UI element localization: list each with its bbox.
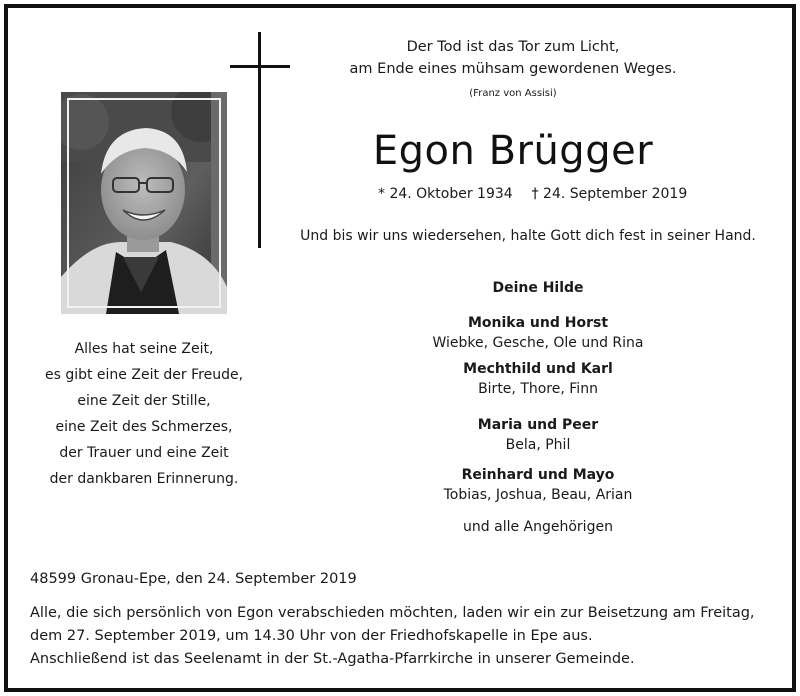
family-group-children: Tobias, Joshua, Beau, Arian bbox=[443, 487, 633, 503]
quote-block bbox=[298, 36, 728, 99]
notice-line: dem 27. September 2019, um 14.30 Uhr von der Friedhofskapelle in Epe aus. bbox=[30, 628, 593, 644]
portrait-photo bbox=[61, 92, 227, 314]
family-group bbox=[388, 465, 688, 505]
poem-line: eine Zeit des Schmerzes, bbox=[55, 419, 233, 435]
portrait-image bbox=[61, 92, 227, 314]
family-group bbox=[388, 415, 688, 455]
poem-line: eine Zeit der Stille, bbox=[77, 393, 211, 409]
birth-date: * 24. Oktober 1934 bbox=[378, 186, 513, 202]
poem-line: der Trauer und eine Zeit bbox=[59, 445, 229, 461]
family-group-head: Monika und Horst bbox=[467, 315, 609, 331]
family-block bbox=[388, 278, 688, 537]
family-group-head: Mechthild und Karl bbox=[463, 361, 613, 377]
spouse-name: Deine Hilde bbox=[492, 280, 584, 296]
poem-line: der dankbaren Erinnerung. bbox=[49, 471, 239, 487]
place-date: 48599 Gronau-Epe, den 24. September 2019 bbox=[30, 571, 357, 587]
family-group-children: Bela, Phil bbox=[505, 437, 571, 453]
quote-line: am Ende eines mühsam gewordenen Weges. bbox=[349, 61, 677, 77]
poem-line: Alles hat seine Zeit, bbox=[74, 341, 214, 357]
family-group-children: Birte, Thore, Finn bbox=[478, 381, 598, 397]
family-group bbox=[388, 313, 688, 353]
family-group-head: Maria und Peer bbox=[477, 417, 599, 433]
family-group-children: Wiebke, Gesche, Ole und Rina bbox=[432, 335, 644, 351]
poem-line: es gibt eine Zeit der Freude, bbox=[44, 367, 244, 383]
family-group-head: Reinhard und Mayo bbox=[461, 467, 615, 483]
cross-horizontal-bar bbox=[230, 65, 290, 68]
dates-row bbox=[378, 186, 738, 202]
poem-block bbox=[28, 336, 260, 492]
death-date: † 24. September 2019 bbox=[531, 186, 688, 202]
notice-line: Alle, die sich persönlich von Egon verabschieden möchten, laden wir ein zur Beisetzung am Freitag, bbox=[30, 605, 755, 621]
obituary-frame bbox=[4, 4, 796, 692]
deceased-name: Egon Brügger bbox=[372, 128, 654, 174]
quote-line: Der Tod ist das Tor zum Licht, bbox=[406, 39, 620, 55]
bible-verse: Und bis wir uns wiedersehen, halte Gott dich fest in seiner Hand. bbox=[300, 228, 756, 244]
quote-source: (Franz von Assisi) bbox=[469, 88, 557, 99]
family-group bbox=[388, 359, 688, 399]
family-closing: und alle Angehörigen bbox=[463, 519, 613, 535]
notice-line: Anschließend ist das Seelenamt in der St.-Agatha-Pfarrkirche in unserer Gemeinde. bbox=[30, 651, 635, 667]
funeral-notice bbox=[30, 602, 790, 671]
